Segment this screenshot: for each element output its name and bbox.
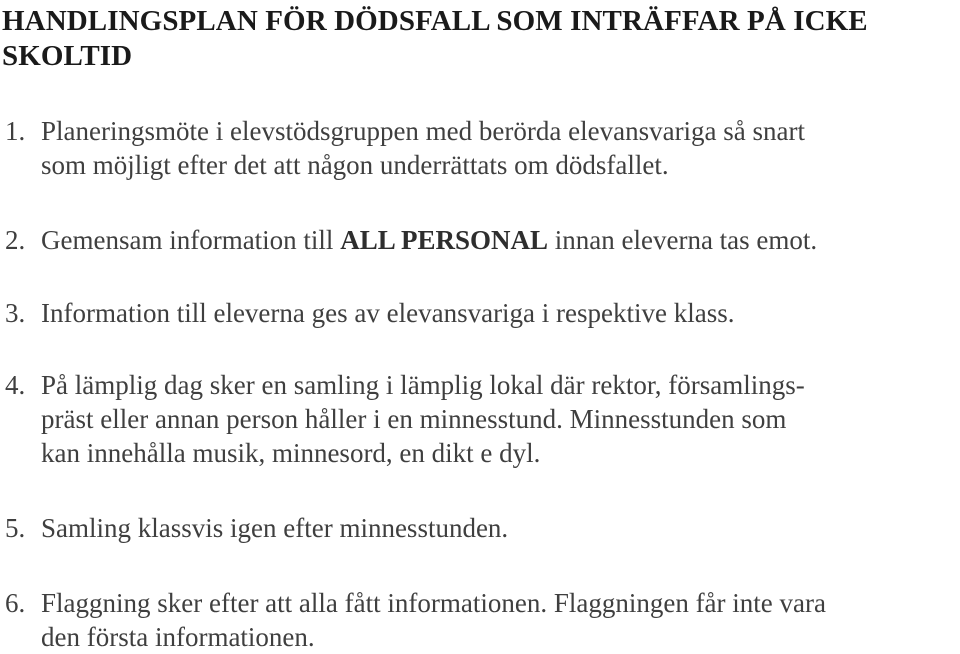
item-text-before: Gemensam information till [41, 225, 341, 255]
item-text-line: kan innehålla musik, minnesord, en dikt e dyl. [41, 438, 541, 468]
item-text-line: som möjligt efter det att någon underrättats om dödsfallet. [41, 150, 669, 180]
item-text-line [41, 223, 959, 257]
item-text-after: innan eleverna tas emot. [548, 225, 818, 255]
item-text-line: På lämplig dag sker en samling i lämplig lokal där rektor, församlings- [41, 370, 805, 400]
item-text-line: Samling klassvis igen efter minnesstunden. [41, 513, 509, 543]
item-text-line: Planeringsmöte i elevstödsgruppen med berörda elevansvariga så snart [41, 116, 806, 146]
item-text [41, 511, 959, 545]
item-text [41, 586, 959, 654]
item-number: 3. [5, 298, 26, 328]
item-number: 2. [5, 225, 26, 255]
item-text-line: den första informationen. [41, 622, 315, 652]
item-text [41, 368, 959, 470]
item-number: 6. [5, 588, 26, 618]
item-number: 5. [5, 513, 26, 543]
item-text-line: präst eller annan person håller i en minnesstund. Minnesstunden som [41, 404, 787, 434]
item-text [41, 114, 959, 182]
item-number: 1. [5, 116, 26, 146]
item-text-line: Information till eleverna ges av elevansvariga i respektive klass. [41, 298, 735, 328]
item-text-line: Flaggning sker efter att alla fått informationen. Flaggningen får inte vara [41, 588, 826, 618]
document-title: HANDLINGSPLAN FÖR DÖDSFALL SOM INTRÄFFAR PÅ ICKE SKOLTID [2, 5, 868, 72]
item-text [41, 223, 959, 257]
item-text [41, 296, 959, 330]
item-number: 4. [5, 370, 26, 400]
emphasis-all-personal: ALL PERSONAL [340, 225, 549, 255]
